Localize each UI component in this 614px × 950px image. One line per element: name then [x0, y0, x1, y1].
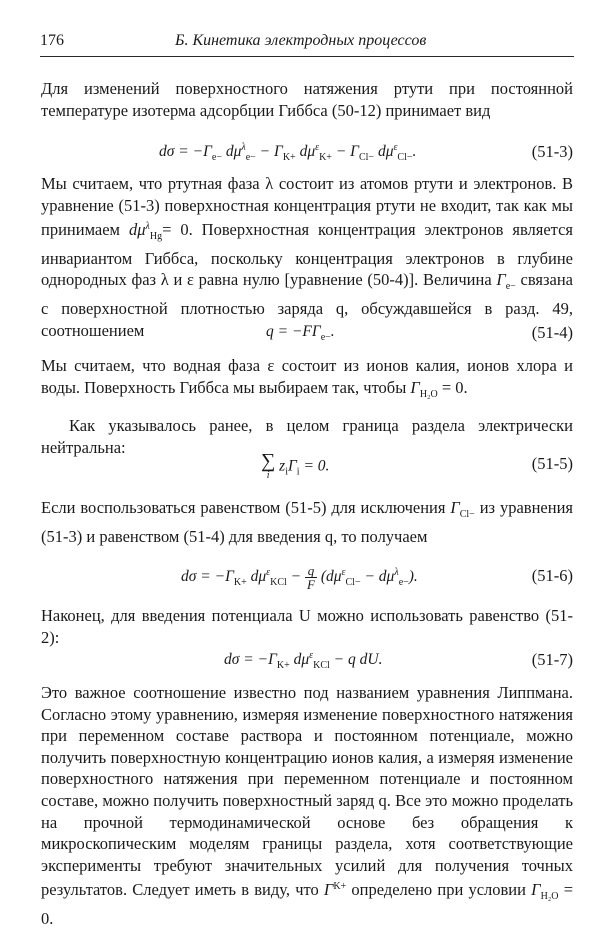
equation-51-4-number: (51-4): [531, 323, 573, 342]
paragraph-5-text: Если воспользоваться равенством (51-5) для исключения $\Gamma_{Cl-}$ из уравнения (51-3) и равенством (51-4) для введения q, то получаем: [41, 498, 573, 546]
paragraph-3-text: Мы считаем, что водная фаза ε состоит из ионов калия, ионов хлора и воды. Поверхность Гиббса мы выбираем так, чтобы $\Gamma_{H_2O} = 0$.: [41, 356, 573, 400]
equation-51-5-formula: ∑ i $z_i\Gamma_i = 0$.: [261, 450, 330, 481]
equation-51-7-formula: $d\sigma = -\Gamma_{K+}$ $d\mu^\varepsilon_{KCl} - q$ dU.: [224, 650, 383, 671]
paragraph-6-text: Наконец, для введения потенциала U можно использовать равенство (51-2):: [41, 606, 573, 647]
equation-51-7: [41, 648, 573, 674]
paragraph-6: [41, 605, 573, 648]
equation-51-3: [41, 140, 573, 166]
equation-51-4: [41, 321, 573, 347]
paragraph-7-text: Это важное соотношение известно под названием уравнения Липпмана. Согласно этому уравнению, измеряя изменение поверхностного натяжения при переменном составе раствора и постоянном потенциале, можно получить поверхностную концентрацию ионов калия, а измеряя изменение поверхностного натяжения при переменном потенциале и постоянном составе, можно получить поверхностный заряд q. Все это можно проделать на прочной термодинамической основе без обращения к микроскопическим моделям границы раздела, хотя соответствующие эксперименты требуют значительных усилий для получения точных результатов. Следует иметь в виду, что $\Gamma^{K+}$ определено при условии $\Gamma_{H_2O} = 0$.: [41, 683, 573, 928]
paragraph-3: [41, 355, 573, 405]
page-number: 176: [40, 32, 64, 49]
equation-51-6-number: (51-6): [531, 566, 573, 585]
equation-51-6-formula: $d\sigma = -\Gamma_{K+}$ $d\mu^\varepsilon_{KCl}$ − $\frac{q}{F}$ $(d\mu^\varepsilon_{Cl-} - d\mu^\lambda_{e-})$.: [181, 563, 418, 592]
equation-51-3-number: (51-3): [531, 142, 573, 161]
paragraph-7: [41, 682, 573, 930]
equation-51-3-formula: $d\sigma = -\Gamma_{e-}$ $d\mu^\lambda_{e-} - \Gamma_{K+}$ $d\mu^\varepsilon_{K+} - \Gamma_{Cl-}$ $d\mu^\varepsilon_{Cl-}$.: [159, 142, 417, 163]
paragraph-4-text: Как указывалось ранее, в целом граница раздела электрически нейтральна:: [41, 416, 573, 457]
equation-51-4-formula: $q = -F\Gamma_{e-}$.: [266, 323, 335, 343]
equation-51-5: [41, 452, 573, 488]
paragraph-2: [41, 173, 573, 341]
page-header: [40, 30, 574, 57]
paragraph-2-text: Мы считаем, что ртутная фаза λ состоит из атомов ртути и электронов. В уравнение (51-3) поверхностная концентрация ртути не входит, так как мы принимаем $d\mu^\lambda_{Hg}= 0$. Поверхностная концентрация электронов является инвариантом Гиббса, поскольку концентрация электронов в глубине однородных фаз λ и ε равна нулю [уравнение (50-4)]. Величина $\Gamma_{e-}$ связана с поверхностной плотностью заряда q, обсуждавшейся в разд. 49, соотношением: [41, 174, 573, 340]
paragraph-1-text: Для изменений поверхностного натяжения ртути при постоянной температуре изотерма адсорбции Гиббса (50-12) принимает вид: [41, 79, 573, 120]
equation-51-5-number: (51-5): [531, 454, 573, 473]
running-head: Б. Кинетика электродных процессов: [175, 32, 427, 49]
paragraph-5: [41, 497, 573, 547]
equation-51-6: [41, 560, 573, 600]
equation-51-7-number: (51-7): [531, 650, 573, 669]
paragraph-1: [41, 78, 573, 121]
